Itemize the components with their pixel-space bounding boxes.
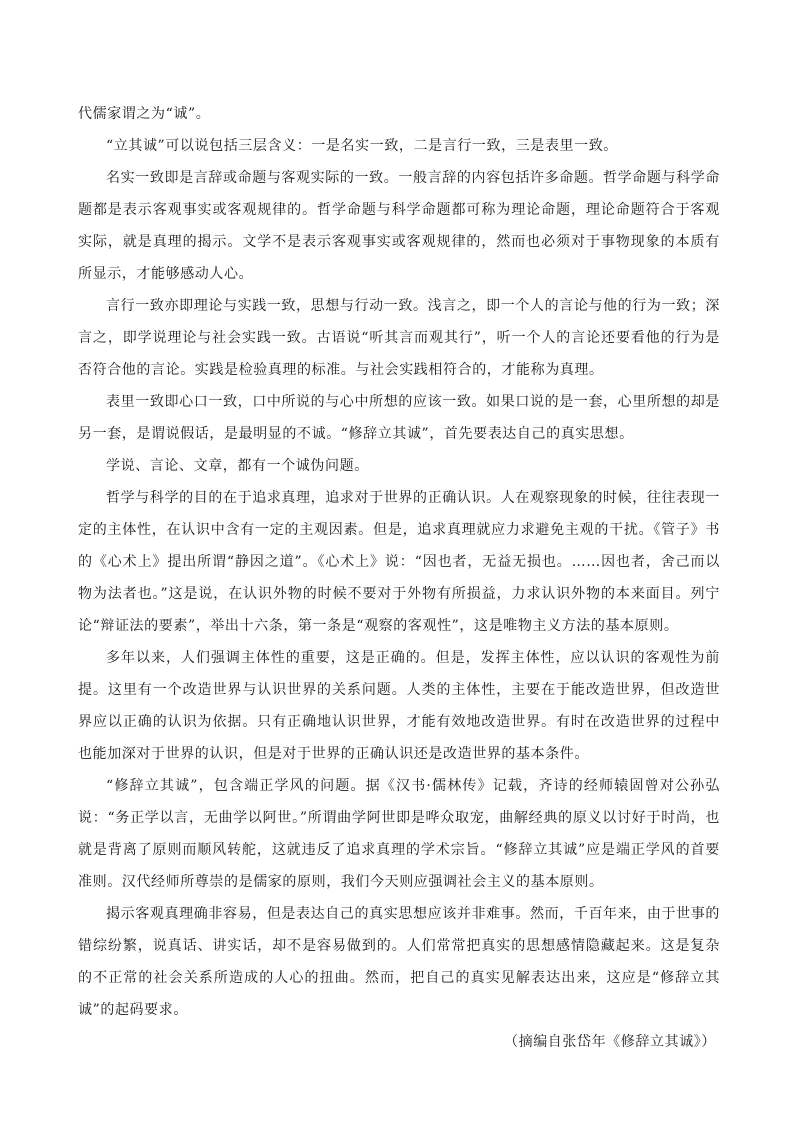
paragraph-truth-expression: 揭示客观真理确非容易，但是表达自己的真实思想应该并非难事。然而，千百年来，由于世事的错综纷繁，说真话、讲实话，却不是容易做到的。人们常常把真实的思想感情隐藏起来。这是复杂的不正常的社会关系所造成的人心的扭曲。然而，把自己的真实见解表达出来，这应是“修辞立其诚”的起码要求。: [78, 906, 720, 1018]
paragraph-continuation: 代儒家谓之为“诚”。: [78, 106, 211, 122]
paragraph-words-deeds: 言行一致亦即理论与实践一致，思想与行动一致。浅言之，即一个人的言论与他的行为一致；深言之，即学说理论与社会实践一致。古语说“听其言而观其行”，听一个人的言论还要看他的行为是否符合他的言论。实践是检验真理的标准。与社会实践相符合的，才能称为真理。: [78, 298, 720, 378]
document-body: [78, 98, 720, 1058]
paragraph-inside-outside: 表里一致即心口一致，口中所说的与心中所想的应该一致。如果口说的是一套，心里所想的却是另一套，是谓说假话，是最明显的不诚。“修辞立其诚”，首先要表达自己的真实思想。: [78, 394, 720, 442]
paragraph-subjectivity: 多年以来，人们强调主体性的重要，这是正确的。但是，发挥主体性，应以认识的客观性为前提。这里有一个改造世界与认识世界的关系问题。人类的主体性，主要在于能改造世界，但改造世界应以正确的认识为依据。只有正确地认识世界，才能有效地改造世界。有时在改造世界的过程中也能加深对于世界的认识，但是对于世界的正确认识还是改造世界的基本条件。: [78, 650, 720, 762]
paragraph-name-reality: 名实一致即是言辞或命题与客观实际的一致。一般言辞的内容包括许多命题。哲学命题与科学命题都是表示客观事实或客观规律的。哲学命题与科学命题都可称为理论命题，理论命题符合于客观实际，就是真理的揭示。文学不是表示客观事实或客观规律的，然而也必须对于事物现象的本质有所显示，才能够感动人心。: [78, 170, 720, 282]
source-citation: （摘编自张岱年《修辞立其诚》）: [504, 1034, 716, 1050]
paragraph-academic-style: “修辞立其诚”，包含端正学风的问题。据《汉书·儒林传》记载，齐诗的经师辕固曾对公孙弘说：“务正学以言，无曲学以阿世。”所谓曲学阿世即是哗众取宠，曲解经典的原义以讨好于时尚，也就是背离了原则而顺风转舵，这就违反了追求真理的学术宗旨。“修辞立其诚”应是端正学风的首要准则。汉代经师所尊崇的是儒家的原则，我们今天则应强调社会主义的基本原则。: [78, 778, 720, 890]
paragraph-philosophy-science: 哲学与科学的目的在于追求真理，追求对于世界的正确认识。人在观察现象的时候，往往表现一定的主体性，在认识中含有一定的主观因素。但是，追求真理就应力求避免主观的干扰。《管子》书的《心术上》提出所谓“静因之道”。《心术上》说：“因也者，无益无损也。……因也者，舍己而以物为法者也。”这是说，在认识外物的时候不要对于外物有所损益，力求认识外物的本来面目。列宁论“辩证法的要素”，举出十六条，第一条是“观察的客观性”，这是唯物主义方法的基本原则。: [78, 490, 720, 634]
paragraph-three-meanings: “立其诚”可以说包括三层含义：一是名实一致，二是言行一致，三是表里一致。: [106, 138, 618, 154]
paragraph-sincerity-question: 学说、言论、文章，都有一个诚伪问题。: [106, 458, 369, 474]
